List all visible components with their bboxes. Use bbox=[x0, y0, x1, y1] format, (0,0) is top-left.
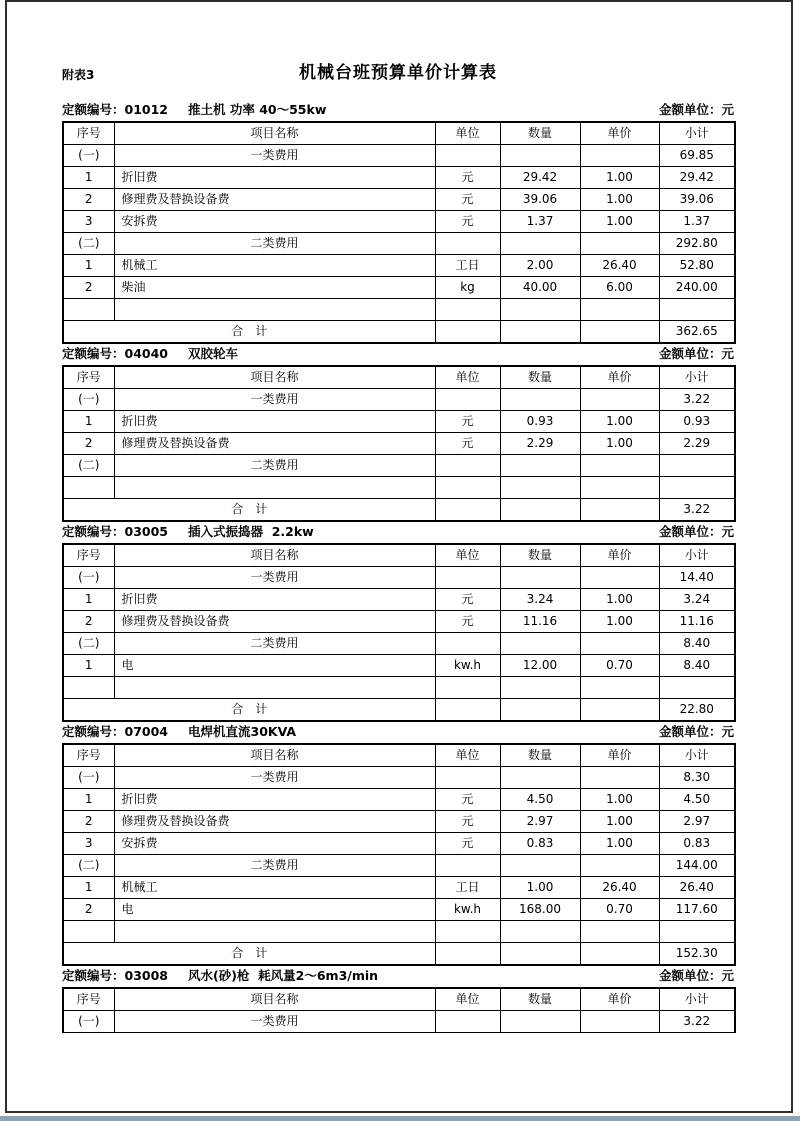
cell-empty bbox=[580, 677, 659, 699]
sections-container bbox=[62, 102, 791, 1033]
cell-qty bbox=[500, 633, 580, 655]
cell-empty bbox=[114, 921, 435, 943]
cell-qty bbox=[500, 321, 580, 344]
table-row-category bbox=[63, 567, 735, 589]
table-row-category bbox=[63, 389, 735, 411]
cell-no: 2 bbox=[63, 811, 114, 833]
cell-price: 1.00 bbox=[580, 189, 659, 211]
cell-qty bbox=[500, 567, 580, 589]
col-header: 小计 bbox=[659, 366, 735, 389]
cell-price bbox=[580, 943, 659, 966]
table-row-empty bbox=[63, 299, 735, 321]
table-row-item bbox=[63, 589, 735, 611]
cell-unit bbox=[435, 455, 500, 477]
cell-name: 机械工 bbox=[114, 877, 435, 899]
cell-subtotal: 240.00 bbox=[659, 277, 735, 299]
cell-price: 1.00 bbox=[580, 167, 659, 189]
cell-qty bbox=[500, 699, 580, 722]
machine-name: 插入式振捣器 2.2kw bbox=[188, 524, 314, 539]
cell-price: 6.00 bbox=[580, 277, 659, 299]
cell-empty bbox=[114, 299, 435, 321]
col-header: 序号 bbox=[63, 366, 114, 389]
col-header: 序号 bbox=[63, 988, 114, 1011]
cell-no: 1 bbox=[63, 255, 114, 277]
quota-code-label: 定额编号： bbox=[62, 102, 125, 117]
col-header: 项目名称 bbox=[114, 366, 435, 389]
cost-table bbox=[62, 543, 736, 722]
cell-no: 2 bbox=[63, 899, 114, 921]
quota-section bbox=[62, 346, 734, 522]
quota-code: 07004 bbox=[124, 724, 169, 739]
page-title: 机械台班预算单价计算表 bbox=[299, 63, 497, 83]
table-row-category bbox=[63, 1011, 735, 1033]
table-row-category bbox=[63, 233, 735, 255]
col-header: 单价 bbox=[580, 122, 659, 145]
cell-qty bbox=[500, 233, 580, 255]
quota-code-label: 定额编号： bbox=[62, 524, 125, 539]
quota-code: 01012 bbox=[124, 102, 169, 117]
cell-empty bbox=[435, 477, 500, 499]
cell-no: 2 bbox=[63, 277, 114, 299]
cost-table bbox=[62, 365, 736, 522]
cell-empty bbox=[435, 299, 500, 321]
quota-section bbox=[62, 102, 734, 344]
col-header: 序号 bbox=[63, 544, 114, 567]
cell-qty: 2.00 bbox=[500, 255, 580, 277]
table-row-item bbox=[63, 189, 735, 211]
cell-unit: 元 bbox=[435, 167, 500, 189]
col-header: 单位 bbox=[435, 988, 500, 1011]
cell-qty: 39.06 bbox=[500, 189, 580, 211]
cell-qty bbox=[500, 455, 580, 477]
cell-unit: 元 bbox=[435, 833, 500, 855]
cell-price bbox=[580, 767, 659, 789]
window-bottom-edge bbox=[0, 1116, 800, 1121]
cell-unit: 元 bbox=[435, 811, 500, 833]
table-row-category bbox=[63, 145, 735, 167]
cell-unit: kg bbox=[435, 277, 500, 299]
cell-name: 二类费用 bbox=[114, 855, 435, 877]
cell-name: 折旧费 bbox=[114, 789, 435, 811]
col-header: 数量 bbox=[500, 744, 580, 767]
cell-empty bbox=[580, 921, 659, 943]
col-header: 序号 bbox=[63, 122, 114, 145]
cell-qty bbox=[500, 767, 580, 789]
cell-subtotal: 3.22 bbox=[659, 1011, 735, 1033]
table-row-item bbox=[63, 611, 735, 633]
cell-empty bbox=[500, 677, 580, 699]
cell-empty bbox=[435, 677, 500, 699]
cell-qty: 2.97 bbox=[500, 811, 580, 833]
cell-subtotal: 69.85 bbox=[659, 145, 735, 167]
cell-subtotal: 26.40 bbox=[659, 877, 735, 899]
cell-subtotal: 8.40 bbox=[659, 655, 735, 677]
cell-name: 修理费及替换设备费 bbox=[114, 189, 435, 211]
cell-qty: 0.93 bbox=[500, 411, 580, 433]
cell-empty bbox=[659, 477, 735, 499]
cell-empty bbox=[63, 677, 114, 699]
cell-no: (二) bbox=[63, 233, 114, 255]
total-label-cell: 合 计 bbox=[63, 699, 435, 722]
cell-no: 1 bbox=[63, 789, 114, 811]
cell-no: (一) bbox=[63, 145, 114, 167]
cell-subtotal: 29.42 bbox=[659, 167, 735, 189]
cell-unit bbox=[435, 567, 500, 589]
col-header: 小计 bbox=[659, 744, 735, 767]
table-row-total bbox=[63, 699, 735, 722]
table-row-item bbox=[63, 877, 735, 899]
quota-code-label: 定额编号： bbox=[62, 724, 125, 739]
table-row-category bbox=[63, 855, 735, 877]
cell-name: 一类费用 bbox=[114, 145, 435, 167]
cell-unit: 元 bbox=[435, 433, 500, 455]
cell-qty: 29.42 bbox=[500, 167, 580, 189]
col-header: 序号 bbox=[63, 744, 114, 767]
cell-price: 1.00 bbox=[580, 833, 659, 855]
cell-name: 折旧费 bbox=[114, 589, 435, 611]
total-label-cell: 合 计 bbox=[63, 943, 435, 966]
cell-unit: 元 bbox=[435, 589, 500, 611]
cell-subtotal: 8.40 bbox=[659, 633, 735, 655]
cell-empty bbox=[580, 299, 659, 321]
section-head bbox=[62, 968, 734, 983]
cell-qty bbox=[500, 1011, 580, 1033]
cell-no: 2 bbox=[63, 433, 114, 455]
col-header: 小计 bbox=[659, 544, 735, 567]
cell-qty: 3.24 bbox=[500, 589, 580, 611]
cell-unit: 元 bbox=[435, 611, 500, 633]
cell-qty bbox=[500, 499, 580, 522]
cell-name: 二类费用 bbox=[114, 633, 435, 655]
cell-empty bbox=[500, 477, 580, 499]
table-row-empty bbox=[63, 677, 735, 699]
cell-name: 二类费用 bbox=[114, 455, 435, 477]
amount-unit-label: 金额单位：元 bbox=[658, 968, 734, 983]
table-row-total bbox=[63, 943, 735, 966]
table-row-item bbox=[63, 255, 735, 277]
section-head bbox=[62, 102, 734, 117]
cell-no: 3 bbox=[63, 211, 114, 233]
table-row-total bbox=[63, 499, 735, 522]
cell-qty: 0.83 bbox=[500, 833, 580, 855]
cell-no: 1 bbox=[63, 411, 114, 433]
cell-subtotal: 0.83 bbox=[659, 833, 735, 855]
cell-empty bbox=[500, 299, 580, 321]
cell-name: 修理费及替换设备费 bbox=[114, 811, 435, 833]
cell-subtotal: 1.37 bbox=[659, 211, 735, 233]
cell-name: 柴油 bbox=[114, 277, 435, 299]
col-header: 单价 bbox=[580, 988, 659, 1011]
cell-price: 1.00 bbox=[580, 589, 659, 611]
cell-subtotal: 8.30 bbox=[659, 767, 735, 789]
cell-price bbox=[580, 855, 659, 877]
cell-name: 一类费用 bbox=[114, 567, 435, 589]
cell-no: (一) bbox=[63, 767, 114, 789]
cell-empty bbox=[114, 477, 435, 499]
cell-qty: 1.00 bbox=[500, 877, 580, 899]
table-row-item bbox=[63, 811, 735, 833]
section-head bbox=[62, 524, 734, 539]
cell-qty: 40.00 bbox=[500, 277, 580, 299]
quota-code-label: 定额编号： bbox=[62, 346, 125, 361]
cell-unit: 工日 bbox=[435, 877, 500, 899]
cell-qty bbox=[500, 855, 580, 877]
table-row-item bbox=[63, 433, 735, 455]
table-row-item bbox=[63, 833, 735, 855]
cell-price: 1.00 bbox=[580, 811, 659, 833]
cell-no: 3 bbox=[63, 833, 114, 855]
cell-price: 26.40 bbox=[580, 877, 659, 899]
cell-price bbox=[580, 567, 659, 589]
quota-code-label: 定额编号： bbox=[62, 968, 125, 983]
cell-no: 2 bbox=[63, 611, 114, 633]
cell-name: 电 bbox=[114, 899, 435, 921]
cell-no: (二) bbox=[63, 455, 114, 477]
cell-qty: 168.00 bbox=[500, 899, 580, 921]
cell-name: 电 bbox=[114, 655, 435, 677]
col-header: 数量 bbox=[500, 366, 580, 389]
cost-table bbox=[62, 121, 736, 344]
cell-price bbox=[580, 1011, 659, 1033]
cell-name: 一类费用 bbox=[114, 389, 435, 411]
cell-name: 安拆费 bbox=[114, 211, 435, 233]
header-row bbox=[63, 988, 735, 1011]
total-label-cell: 合 计 bbox=[63, 321, 435, 344]
table-row-item bbox=[63, 655, 735, 677]
section-head bbox=[62, 724, 734, 739]
cell-subtotal: 4.50 bbox=[659, 789, 735, 811]
cell-empty bbox=[63, 299, 114, 321]
cell-no: (二) bbox=[63, 855, 114, 877]
cell-unit bbox=[435, 145, 500, 167]
table-row-item bbox=[63, 899, 735, 921]
table-row-item bbox=[63, 211, 735, 233]
cell-subtotal: 22.80 bbox=[659, 699, 735, 722]
col-header: 项目名称 bbox=[114, 988, 435, 1011]
cell-subtotal: 14.40 bbox=[659, 567, 735, 589]
cell-price bbox=[580, 699, 659, 722]
machine-name: 双胶轮车 bbox=[188, 346, 239, 361]
cell-unit bbox=[435, 499, 500, 522]
cell-subtotal: 117.60 bbox=[659, 899, 735, 921]
amount-unit-label: 金额单位：元 bbox=[658, 346, 734, 361]
header-row bbox=[63, 544, 735, 567]
appendix-tag: 附表3 bbox=[62, 68, 95, 82]
quota-code: 04040 bbox=[124, 346, 169, 361]
cost-table bbox=[62, 743, 736, 966]
cell-qty: 1.37 bbox=[500, 211, 580, 233]
col-header: 单价 bbox=[580, 744, 659, 767]
col-header: 项目名称 bbox=[114, 122, 435, 145]
col-header: 项目名称 bbox=[114, 544, 435, 567]
cell-subtotal bbox=[659, 455, 735, 477]
quota-section bbox=[62, 968, 734, 1033]
cell-qty: 2.29 bbox=[500, 433, 580, 455]
table-row-item bbox=[63, 277, 735, 299]
cell-empty bbox=[63, 921, 114, 943]
cell-subtotal: 152.30 bbox=[659, 943, 735, 966]
cell-price bbox=[580, 389, 659, 411]
cell-qty: 11.16 bbox=[500, 611, 580, 633]
cell-no: (一) bbox=[63, 389, 114, 411]
col-header: 单价 bbox=[580, 544, 659, 567]
cell-subtotal: 0.93 bbox=[659, 411, 735, 433]
cell-price: 0.70 bbox=[580, 655, 659, 677]
cell-price: 1.00 bbox=[580, 211, 659, 233]
cell-empty bbox=[114, 677, 435, 699]
cell-unit bbox=[435, 943, 500, 966]
col-header: 单位 bbox=[435, 544, 500, 567]
header-row bbox=[63, 366, 735, 389]
section-head bbox=[62, 346, 734, 361]
cell-name: 修理费及替换设备费 bbox=[114, 433, 435, 455]
col-header: 数量 bbox=[500, 122, 580, 145]
table-row-empty bbox=[63, 921, 735, 943]
cell-name: 修理费及替换设备费 bbox=[114, 611, 435, 633]
cell-unit: 元 bbox=[435, 189, 500, 211]
cell-subtotal: 362.65 bbox=[659, 321, 735, 344]
cell-subtotal: 2.29 bbox=[659, 433, 735, 455]
cell-name: 二类费用 bbox=[114, 233, 435, 255]
cell-name: 机械工 bbox=[114, 255, 435, 277]
cell-subtotal: 144.00 bbox=[659, 855, 735, 877]
machine-name: 风水(砂)枪 耗风量2～6m3/min bbox=[188, 968, 379, 983]
cell-unit bbox=[435, 321, 500, 344]
cell-name: 一类费用 bbox=[114, 767, 435, 789]
cell-empty bbox=[659, 299, 735, 321]
cell-qty bbox=[500, 389, 580, 411]
machine-name: 电焊机直流30KVA bbox=[188, 724, 297, 739]
header-row bbox=[63, 744, 735, 767]
amount-unit-label: 金额单位：元 bbox=[658, 724, 734, 739]
cell-unit bbox=[435, 855, 500, 877]
cell-subtotal: 3.24 bbox=[659, 589, 735, 611]
cost-table bbox=[62, 987, 736, 1033]
col-header: 小计 bbox=[659, 988, 735, 1011]
cell-empty bbox=[580, 477, 659, 499]
cell-price bbox=[580, 233, 659, 255]
cell-price: 1.00 bbox=[580, 611, 659, 633]
cell-no: (一) bbox=[63, 1011, 114, 1033]
quota-code: 03005 bbox=[124, 524, 169, 539]
table-row-total bbox=[63, 321, 735, 344]
cell-no: 1 bbox=[63, 167, 114, 189]
table-row-category bbox=[63, 633, 735, 655]
cell-qty: 12.00 bbox=[500, 655, 580, 677]
cell-unit: kw.h bbox=[435, 899, 500, 921]
cell-subtotal: 3.22 bbox=[659, 499, 735, 522]
cell-subtotal: 52.80 bbox=[659, 255, 735, 277]
amount-unit-label: 金额单位：元 bbox=[658, 524, 734, 539]
col-header: 单位 bbox=[435, 122, 500, 145]
cell-unit: 元 bbox=[435, 411, 500, 433]
cell-subtotal: 3.22 bbox=[659, 389, 735, 411]
cell-price bbox=[580, 499, 659, 522]
cell-name: 一类费用 bbox=[114, 1011, 435, 1033]
col-header: 项目名称 bbox=[114, 744, 435, 767]
table-row-item bbox=[63, 789, 735, 811]
cell-unit bbox=[435, 633, 500, 655]
cell-qty bbox=[500, 943, 580, 966]
cell-no: 2 bbox=[63, 189, 114, 211]
header-row bbox=[63, 122, 735, 145]
cell-price: 1.00 bbox=[580, 789, 659, 811]
cell-price: 26.40 bbox=[580, 255, 659, 277]
cell-qty bbox=[500, 145, 580, 167]
col-header: 单价 bbox=[580, 366, 659, 389]
cell-name: 安拆费 bbox=[114, 833, 435, 855]
cell-no: 1 bbox=[63, 589, 114, 611]
cell-name: 折旧费 bbox=[114, 411, 435, 433]
doc-header bbox=[62, 58, 734, 84]
cell-name: 折旧费 bbox=[114, 167, 435, 189]
quota-code: 03008 bbox=[124, 968, 169, 983]
cell-subtotal: 2.97 bbox=[659, 811, 735, 833]
machine-name: 推土机 功率 40～55kw bbox=[188, 102, 327, 117]
table-row-category bbox=[63, 455, 735, 477]
col-header: 小计 bbox=[659, 122, 735, 145]
cell-price bbox=[580, 321, 659, 344]
col-header: 单位 bbox=[435, 366, 500, 389]
document-page-frame bbox=[5, 0, 793, 1113]
cell-empty bbox=[659, 921, 735, 943]
page-content bbox=[7, 2, 791, 1033]
col-header: 数量 bbox=[500, 988, 580, 1011]
cell-price: 1.00 bbox=[580, 433, 659, 455]
cell-price bbox=[580, 145, 659, 167]
quota-section bbox=[62, 524, 734, 722]
cell-subtotal: 292.80 bbox=[659, 233, 735, 255]
col-header: 数量 bbox=[500, 544, 580, 567]
cell-subtotal: 39.06 bbox=[659, 189, 735, 211]
table-row-empty bbox=[63, 477, 735, 499]
cell-empty bbox=[659, 677, 735, 699]
cell-unit bbox=[435, 1011, 500, 1033]
cell-no: (一) bbox=[63, 567, 114, 589]
cell-price bbox=[580, 633, 659, 655]
cell-empty bbox=[63, 477, 114, 499]
cell-unit: 元 bbox=[435, 789, 500, 811]
cell-price: 1.00 bbox=[580, 411, 659, 433]
quota-section bbox=[62, 724, 734, 966]
cell-unit bbox=[435, 699, 500, 722]
cell-price: 0.70 bbox=[580, 899, 659, 921]
cell-unit bbox=[435, 767, 500, 789]
cell-empty bbox=[435, 921, 500, 943]
cell-subtotal: 11.16 bbox=[659, 611, 735, 633]
table-row-item bbox=[63, 411, 735, 433]
cell-no: 1 bbox=[63, 655, 114, 677]
col-header: 单位 bbox=[435, 744, 500, 767]
table-row-category bbox=[63, 767, 735, 789]
cell-unit: 元 bbox=[435, 211, 500, 233]
cell-unit bbox=[435, 233, 500, 255]
cell-unit bbox=[435, 389, 500, 411]
table-row-item bbox=[63, 167, 735, 189]
cell-qty: 4.50 bbox=[500, 789, 580, 811]
cell-empty bbox=[500, 921, 580, 943]
cell-no: 1 bbox=[63, 877, 114, 899]
total-label-cell: 合 计 bbox=[63, 499, 435, 522]
cell-price bbox=[580, 455, 659, 477]
amount-unit-label: 金额单位：元 bbox=[658, 102, 734, 117]
cell-no: (二) bbox=[63, 633, 114, 655]
cell-unit: kw.h bbox=[435, 655, 500, 677]
cell-unit: 工日 bbox=[435, 255, 500, 277]
